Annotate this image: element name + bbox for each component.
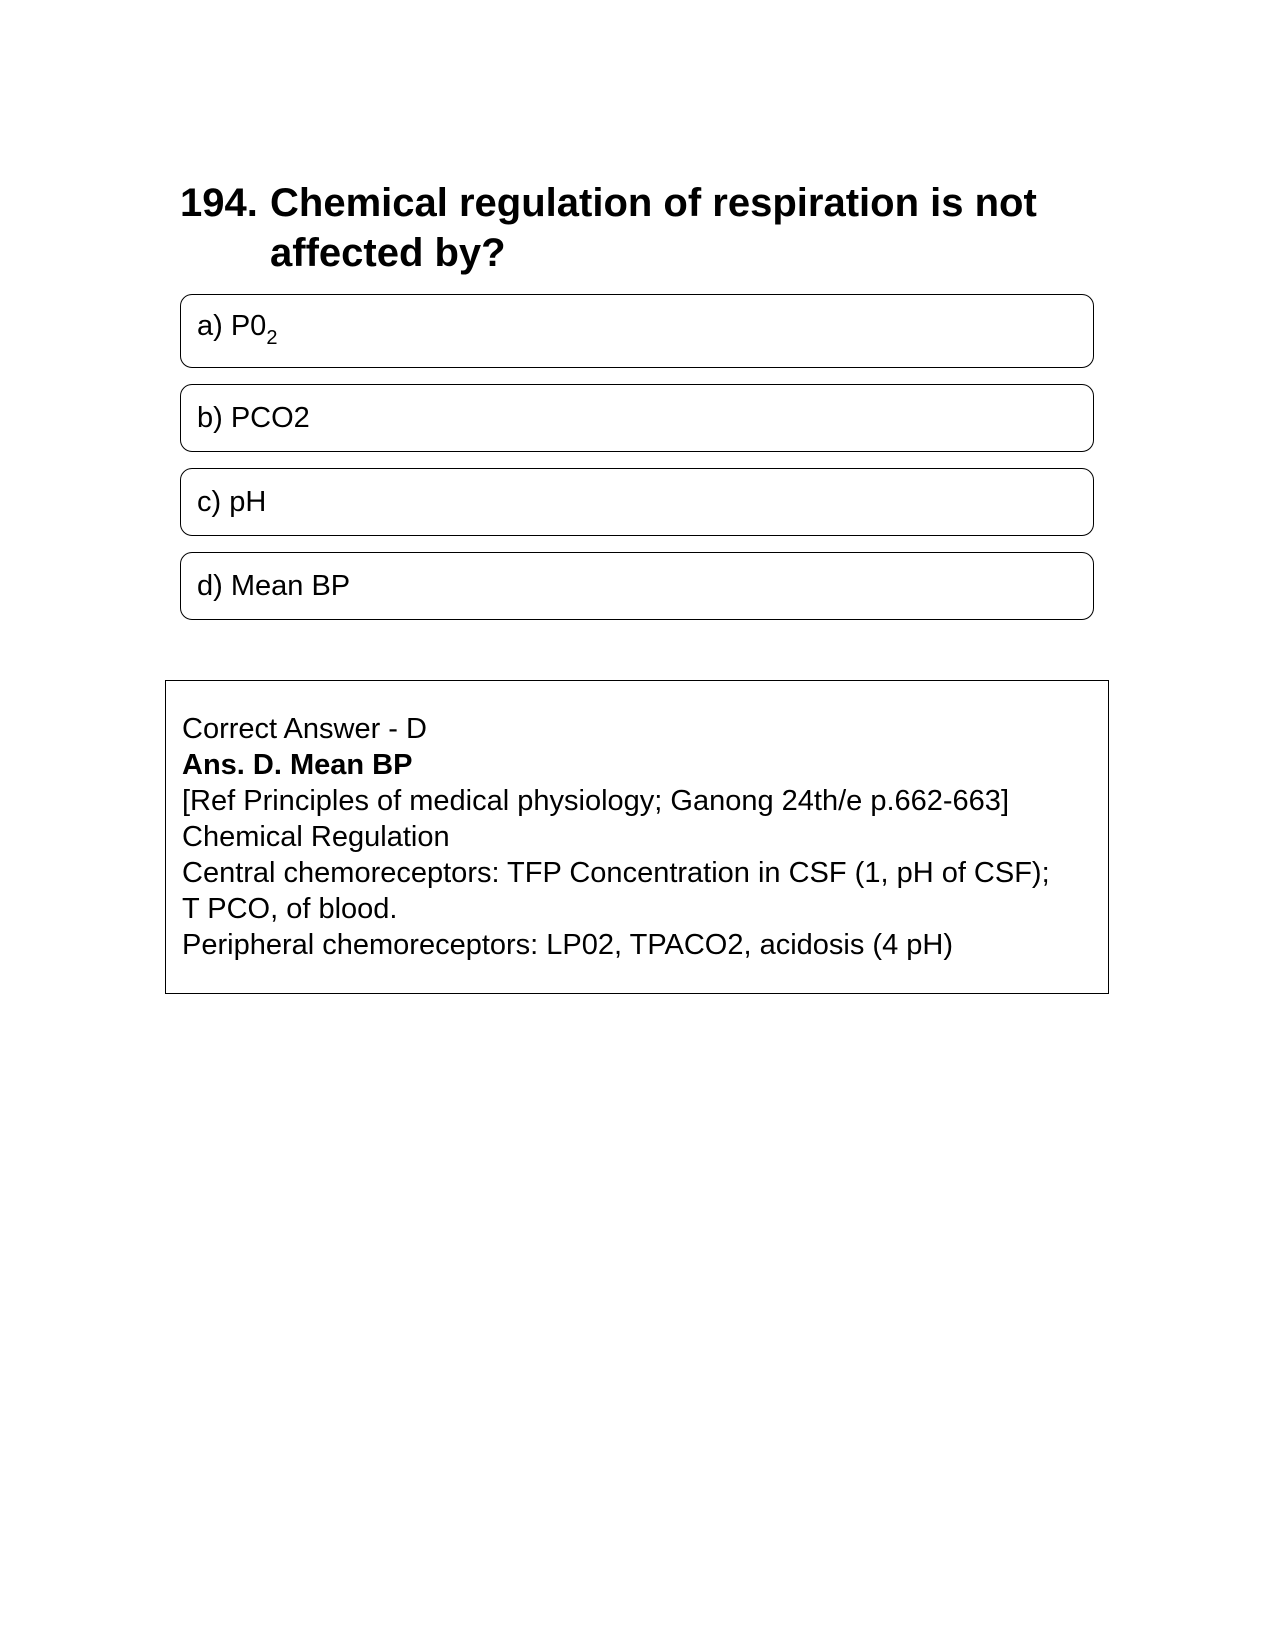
answer-title: Ans. D. Mean BP — [182, 749, 413, 781]
central-chemoreceptors-line: Central chemoreceptors: TFP Concentration in CSF (1, pH of CSF); — [182, 857, 1050, 889]
question-heading — [180, 178, 1100, 278]
peripheral-chemoreceptors-line: Peripheral chemoreceptors: LP02, TPACO2, acidosis (4 pH) — [182, 929, 953, 961]
option-c-label: c) pH — [197, 485, 267, 518]
option-c[interactable] — [180, 468, 1094, 536]
answer-heading: Chemical Regulation — [182, 821, 450, 853]
option-b-label: b) PCO2 — [197, 401, 310, 434]
option-d-label: d) Mean BP — [197, 569, 351, 602]
option-d[interactable] — [180, 552, 1094, 620]
option-a-label: a) $P0_2$ — [197, 310, 278, 349]
option-a[interactable] — [180, 294, 1094, 368]
option-b[interactable] — [180, 384, 1094, 452]
central-chemoreceptors-line-2: T PCO, of blood. — [182, 893, 398, 925]
answer-reference: [Ref Principles of medical physiology; Ganong 24th/e p.662-663] — [182, 785, 1009, 817]
option-a-subscript: 2 — [266, 327, 278, 349]
answer-explanation-box — [165, 680, 1109, 994]
correct-answer-line: Correct Answer - D — [182, 713, 427, 745]
question-text: Chemical regulation of respiration is not affected by? — [270, 181, 1037, 275]
question-number: 194. — [180, 181, 258, 225]
